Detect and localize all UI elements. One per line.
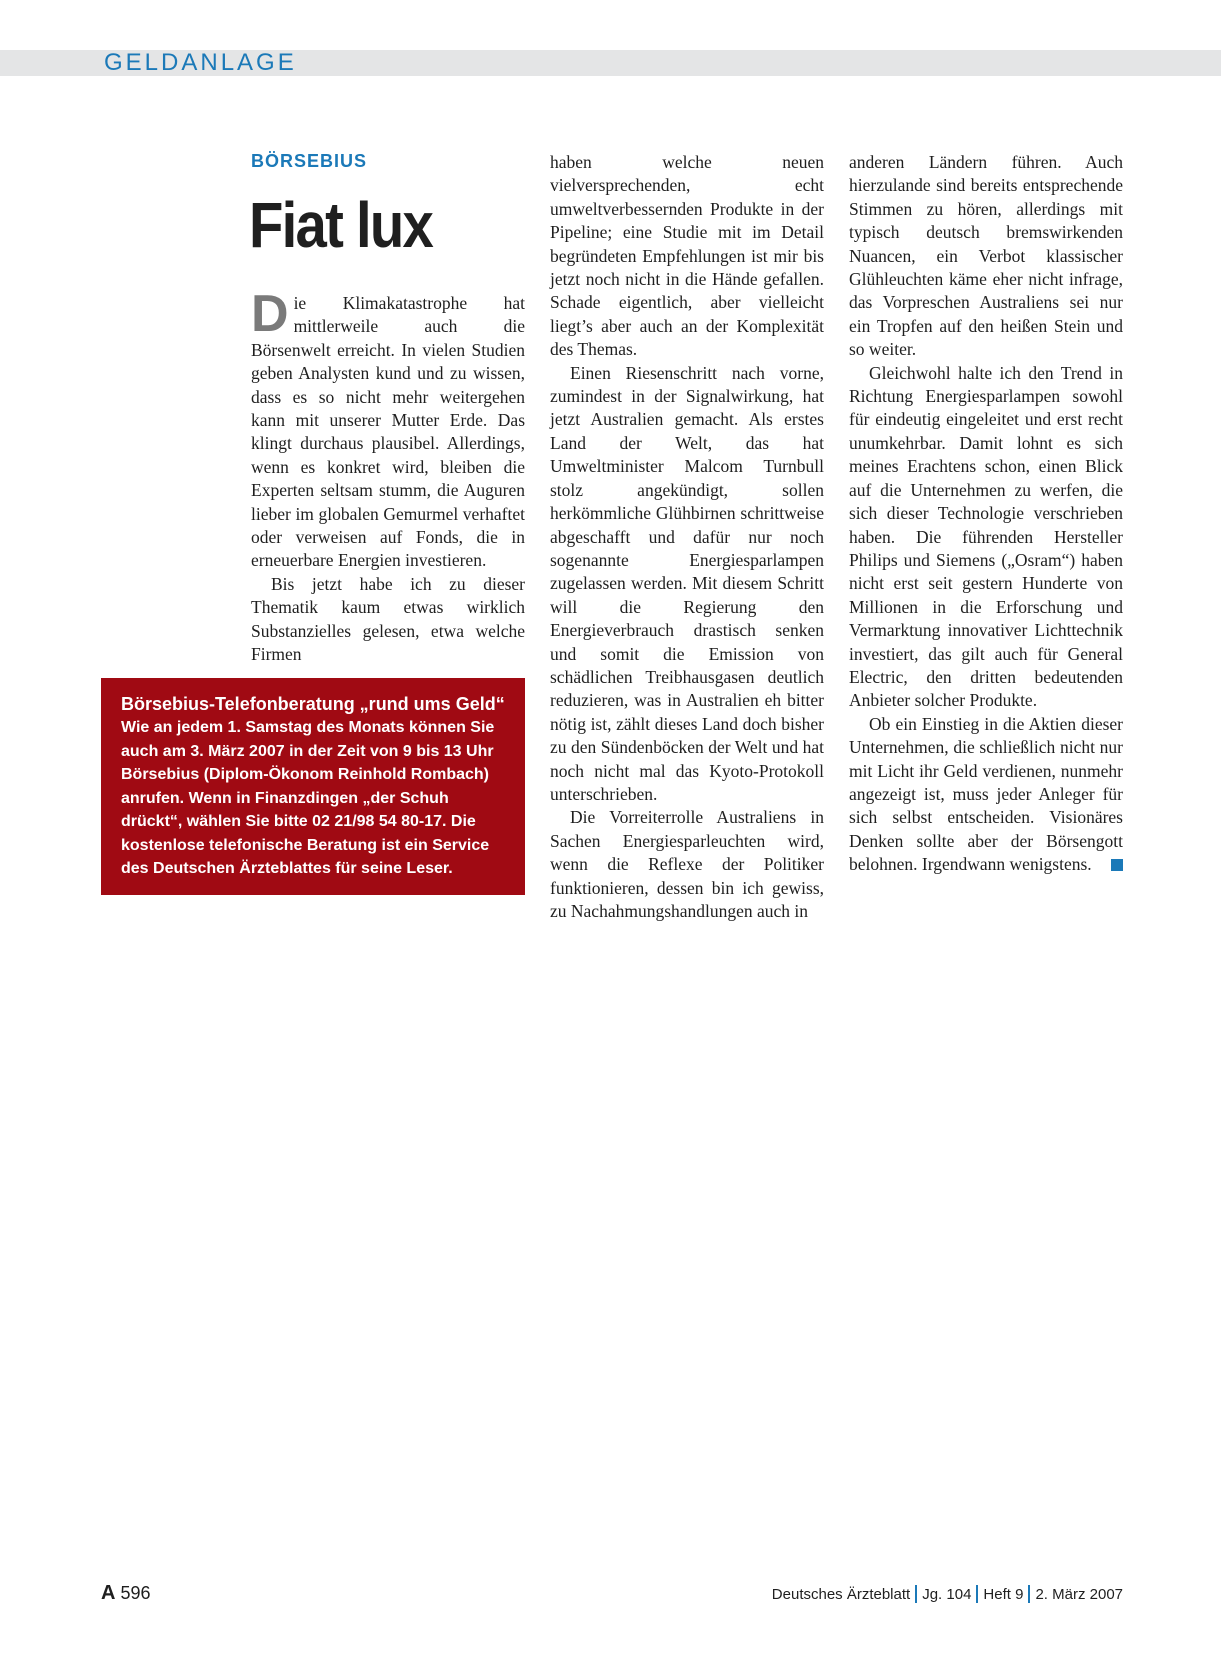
drop-cap: D [251,285,289,343]
paragraph: Einen Riesenschritt nach vorne, zumindest in der Signalwirkung, hat jetzt Australien gemacht. Als erstes Land der Welt, das hat Umweltminister Malcom Turnbull stolz angekündigt, sollen herkömmliche Glühbirnen schrittweise abgeschafft und dafür nur noch sogenannte Energiesparlampen zugelassen werden. Mit diesem Schritt will die Regierung den Energieverbrauch drastisch senken und somit die Emission von schädlichen Treibhausgasen deutlich reduzieren, was in Australien eh bitter nötig ist, zählt dieses Land doch bisher zu den Sündenböcken der Welt und hat noch nicht mal das Kyoto-Protokoll unterschrieben. [550,362,824,804]
page-prefix: A [101,1582,116,1604]
paragraph [849,713,1123,877]
paragraph: Die Vorreiterrolle Australiens in Sachen Energiesparleuchten wird, wenn die Reflexe der Politiker funktionieren, dessen bin ich gewiss, zu Nachahmungshandlungen auch in [550,807,824,921]
article-column-1 [251,285,525,667]
paragraph: haben welche neuen vielversprechenden, echt umweltverbessernden Produkte in der Pipeline; eine Studie mit im Detail begründeten Empfehlungen ist mir bis jetzt noch nicht in die Hände gefallen. Schade eigentlich, aber vielleicht liegt’s aber auch an der Komplexität des Themas. [550,152,824,360]
volume: Jg. 104 [922,1586,972,1603]
section-title: GELDANLAGE [104,49,297,76]
issue: Heft 9 [983,1586,1024,1603]
separator [915,1585,917,1603]
paragraph-text: ie Klimakatastrophe hat mittlerweile auch die Börsenwelt erreicht. In vielen Studien geben Analysten kund und zu wissen, dass es so nicht mehr weitergehen kann mit unserer Mutter Erde. Das klingt durchaus plausibel. Allerdings, wenn es konkret wird, bleiben die Experten seltsam stumm, die Auguren lieber im globalen Gemurmel verhaftet oder verweisen auf Fonds, die in erneuerbare Energien investieren. [251,293,525,571]
paragraph: anderen Ländern führen. Auch hierzulande sind bereits entsprechende Stimmen zu hören, allerdings mit typisch deutsch bremswirkenden Nuancen, ein Verbot klassischer Glühleuchten käme eher nicht infrage, das Vorpreschen Australiens sei nur ein Tropfen auf den heißen Stein und so weiter. [849,152,1123,360]
page-number-value: 596 [120,1583,151,1603]
article-column-2 [550,151,824,923]
box-title: Börsebius-Telefonberatung „rund ums Geld“ [121,694,505,714]
publication-name: Deutsches Ärzteblatt [771,1586,911,1603]
article-column-3 [849,151,1123,877]
separator [976,1585,978,1603]
issue-date: 2. März 2007 [1035,1586,1123,1603]
publication-info [772,1585,1123,1603]
paragraph: Bis jetzt habe ich zu dieser Thematik kaum etwas wirklich Substanzielles gelesen, etwa welche Firmen [251,573,525,665]
end-mark-icon [1111,859,1123,871]
paragraph-text: Ob ein Einstieg in die Aktien dieser Unternehmen, die schließlich nicht nur mit Licht ihr Geld verdienen, nunmehr angezeigt ist, muss jeder Anleger für sich selbst entscheiden. Visionäres Denken sollte aber der Börsengott belohnen. Irgendwann wenigstens. [849,713,1123,875]
telephone-advice-box [101,678,525,895]
page-number [101,1582,151,1605]
paragraph [251,285,525,573]
box-text: Wie an jedem 1. Samstag des Monats können Sie auch am 3. März 2007 in der Zeit von 9 bis 13 Uhr Börsebius (Diplom-Ökonom Reinhold Rombach) anrufen. Wenn in Finanzdingen „der Schuh drückt“, wählen Sie bitte 02 21/98 54 80-17. Die kostenlose telefonische Beratung ist ein Service des Deutschen Ärzteblattes für seine Leser. [121,719,495,877]
article-kicker: BÖRSEBIUS [251,151,368,171]
separator [1028,1585,1030,1603]
article-title: Fiat lux [249,189,433,261]
paragraph: Gleichwohl halte ich den Trend in Richtung Energiesparlampen sowohl für eindeutig eingeleitet und erst recht unumkehrbar. Damit lohnt es sich meines Erachtens schon, einen Blick auf die Unternehmen zu werfen, die sich dieser Technologie verschrieben haben. Die führenden Hersteller Philips und Siemens („Osram“) haben nicht erst seit gestern Hunderte von Millionen in die Erforschung und Vermarktung innovativer Lichttechnik investiert, das gilt auch für General Electric, den dritten bedeutenden Anbieter solcher Produkte. [849,362,1123,711]
